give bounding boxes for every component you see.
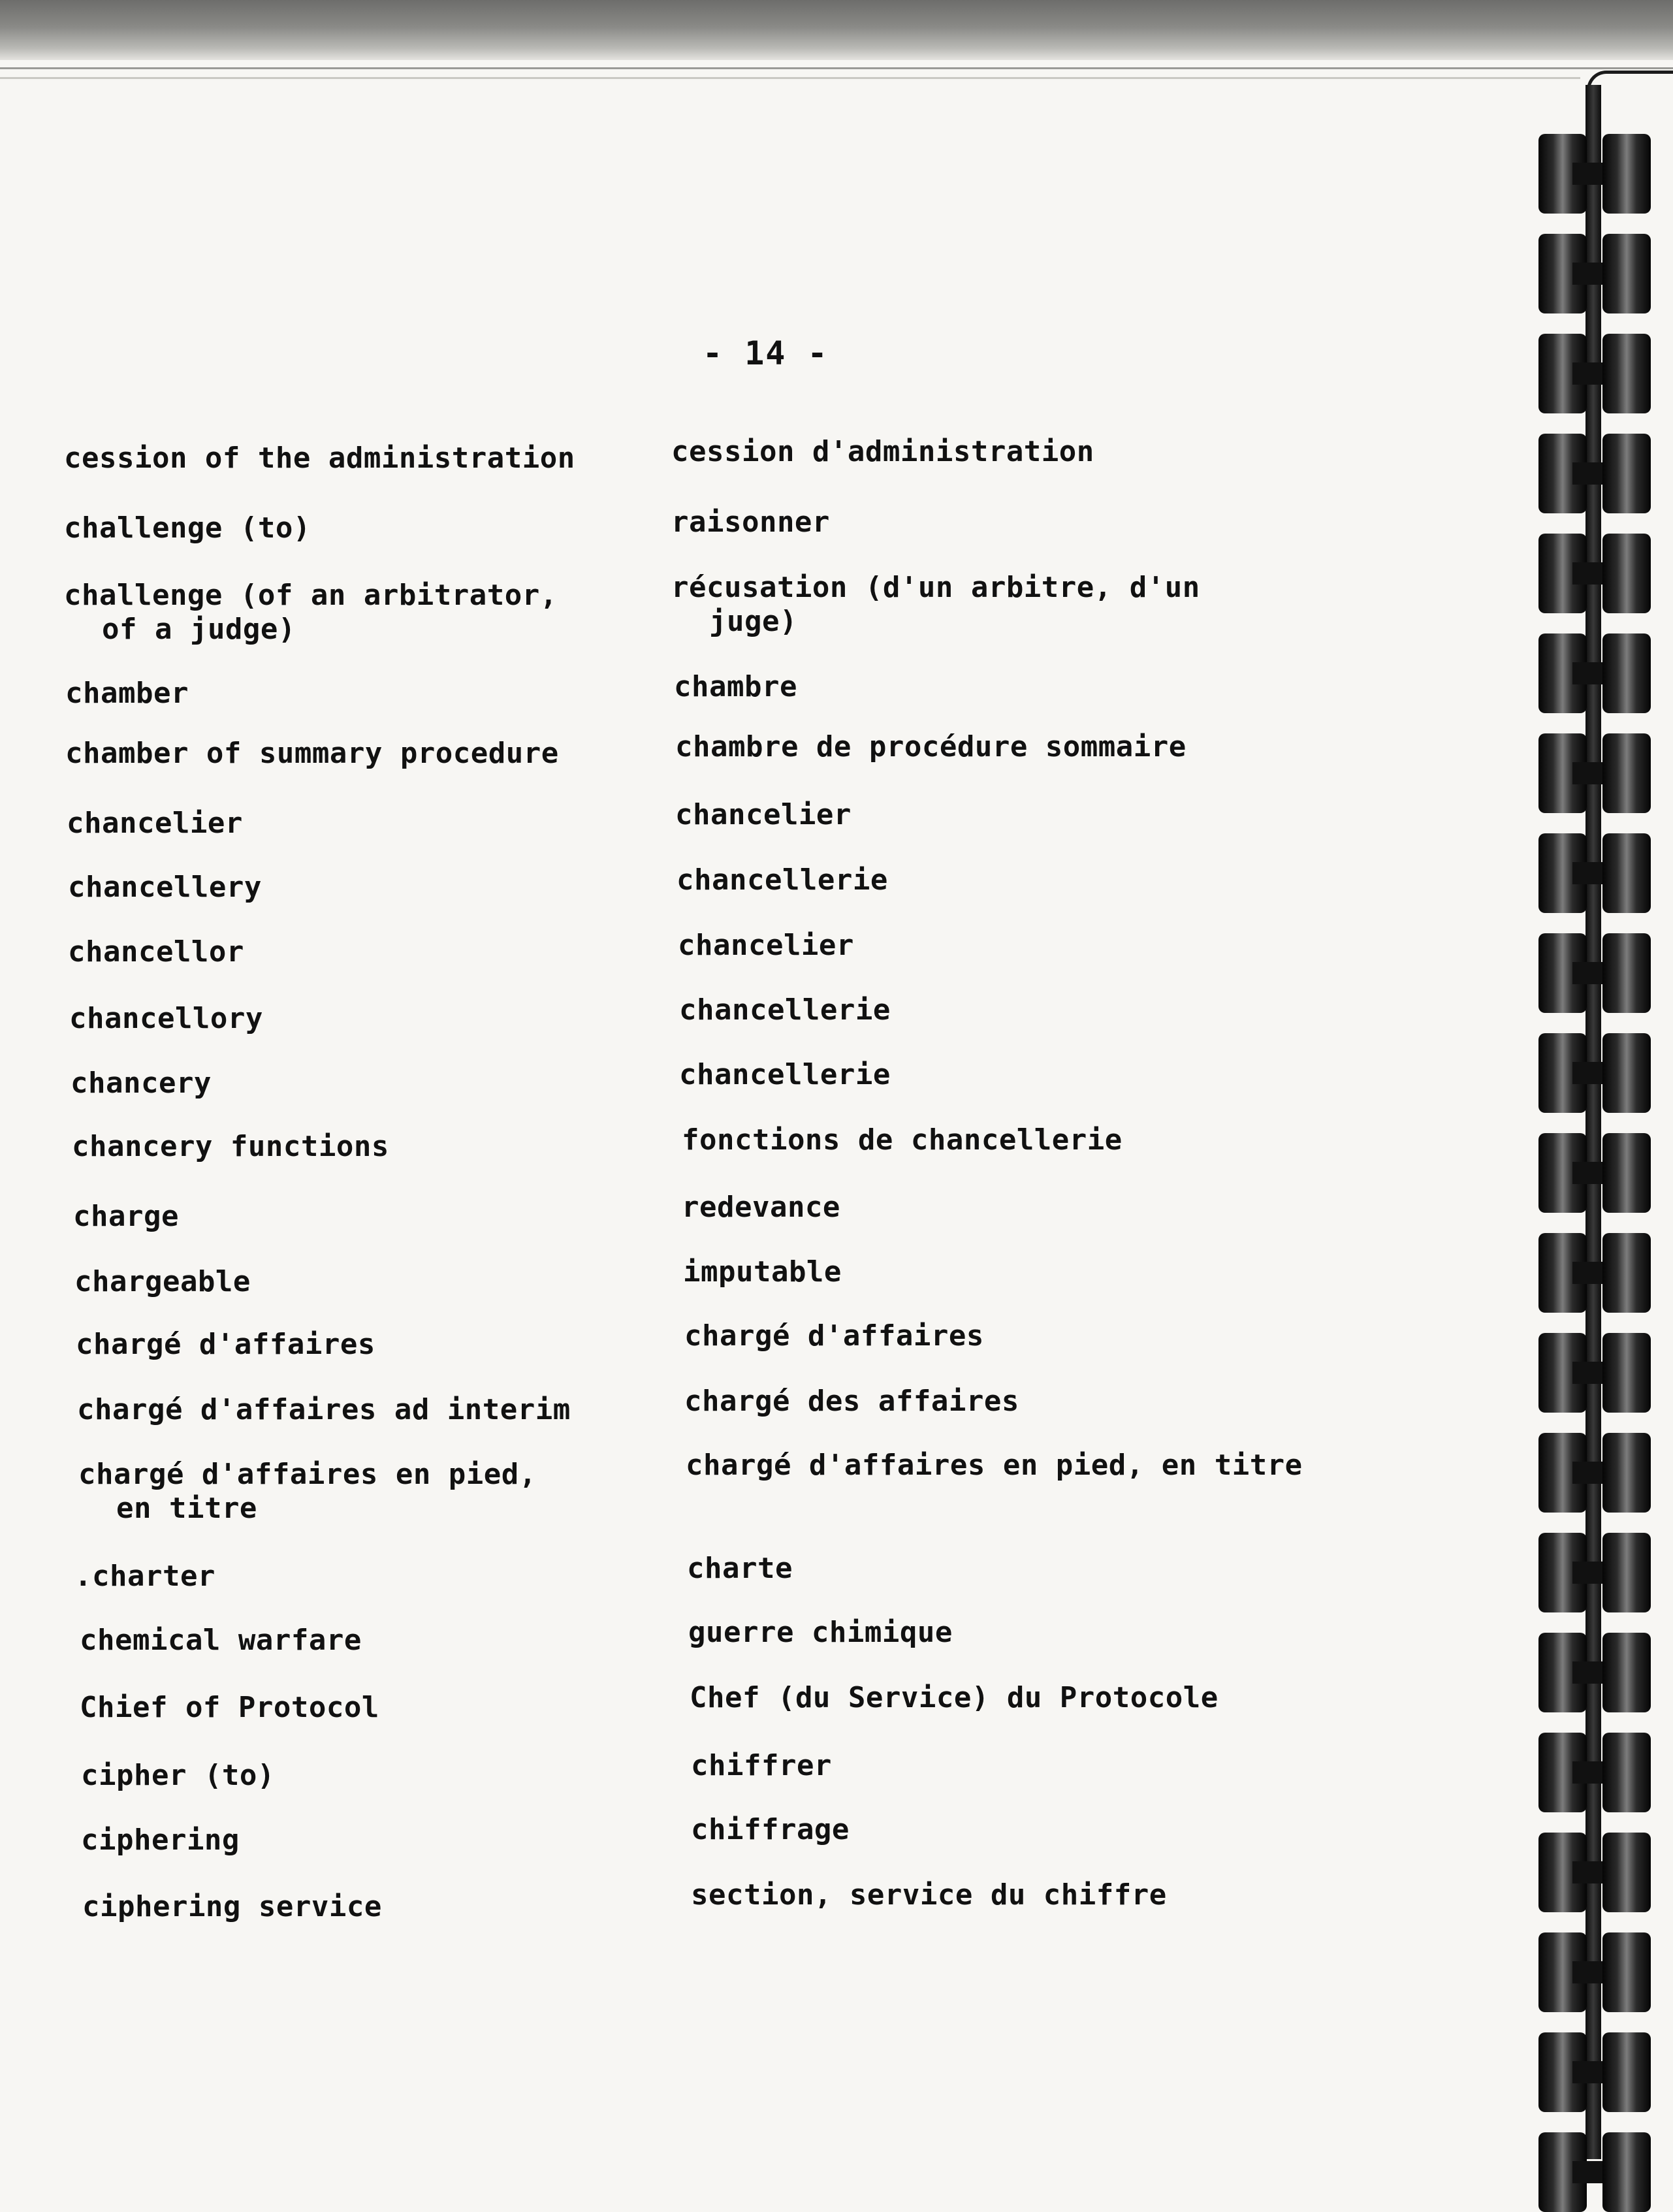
entry-en-chemical-warfare: chemical warfare bbox=[80, 1624, 362, 1657]
spiral-ring bbox=[1538, 633, 1651, 713]
entry-en-chief-protocol: Chief of Protocol bbox=[80, 1691, 379, 1724]
entry-fr-guerre-chimique: guerre chimique bbox=[688, 1616, 953, 1649]
entry-fr-chiffrage: chiffrage bbox=[691, 1813, 850, 1846]
entry-fr-charge-des-affaires: chargé des affaires bbox=[684, 1385, 1019, 1418]
entry-fr-chiffrer: chiffrer bbox=[691, 1749, 832, 1782]
spiral-ring bbox=[1538, 733, 1651, 813]
entry-en-chancellory: chancellory bbox=[69, 1002, 263, 1035]
spiral-ring bbox=[1538, 1133, 1651, 1213]
entry-fr-chambre-sommaire: chambre de procédure sommaire bbox=[675, 730, 1187, 763]
entry-fr-chancelier-2: chancelier bbox=[678, 929, 854, 962]
spiral-ring bbox=[1538, 2132, 1651, 2212]
entry-fr-recusation: récusation (d'un arbitre, d'un juge) bbox=[671, 571, 1200, 638]
entry-en-chancellor: chancellor bbox=[68, 935, 244, 969]
spiral-ring bbox=[1538, 1433, 1651, 1513]
entry-fr-chambre: chambre bbox=[674, 670, 797, 703]
entry-en-challenge-arbitrator: challenge (of an arbitrator, of a judge) bbox=[64, 579, 558, 646]
page-top-edge bbox=[0, 77, 1580, 79]
spiral-ring bbox=[1538, 1033, 1651, 1113]
entry-fr-fonctions: fonctions de chancellerie bbox=[682, 1123, 1123, 1157]
spiral-ring bbox=[1538, 534, 1651, 613]
spiral-ring bbox=[1538, 234, 1651, 313]
entry-fr-raisonner: raisonner bbox=[671, 505, 830, 539]
entry-en-chancery-functions: chancery functions bbox=[72, 1130, 389, 1163]
entry-fr-charte: charte bbox=[687, 1552, 793, 1585]
entry-fr-charge-affaires: chargé d'affaires bbox=[684, 1319, 984, 1353]
spiral-ring bbox=[1538, 134, 1651, 214]
entry-fr-chef-protocole: Chef (du Service) du Protocole bbox=[690, 1681, 1219, 1714]
spiral-ring bbox=[1538, 933, 1651, 1013]
spiral-ring bbox=[1538, 1733, 1651, 1812]
entry-en-chamber-summary: chamber of summary procedure bbox=[65, 737, 559, 770]
spiral-ring bbox=[1538, 1833, 1651, 1912]
spiral-ring bbox=[1538, 1533, 1651, 1612]
entry-fr-cession: cession d'administration bbox=[671, 435, 1094, 468]
entry-fr-chancellerie: chancellerie bbox=[677, 863, 888, 897]
entry-fr-chancellerie-2: chancellerie bbox=[679, 993, 891, 1027]
entry-fr-section-chiffre: section, service du chiffre bbox=[691, 1878, 1167, 1912]
spiral-ring bbox=[1538, 2032, 1651, 2112]
entry-en-charter: .charter bbox=[74, 1560, 215, 1593]
spiral-ring bbox=[1538, 434, 1651, 513]
entry-en-charge-affaires: chargé d'affaires bbox=[76, 1328, 375, 1361]
spiral-ring bbox=[1538, 1633, 1651, 1712]
entry-en-chancelier: chancelier bbox=[67, 807, 243, 840]
entry-en-chancery: chancery bbox=[71, 1066, 212, 1100]
entry-en-charge-ad-interim: chargé d'affaires ad interim bbox=[77, 1393, 571, 1426]
entry-en-chamber: chamber bbox=[65, 677, 189, 710]
spiral-ring bbox=[1538, 1932, 1651, 2012]
entry-en-ciphering: ciphering bbox=[81, 1823, 240, 1857]
entry-en-challenge-to: challenge (to) bbox=[64, 511, 311, 545]
spiral-ring bbox=[1538, 334, 1651, 413]
entry-fr-chancelier: chancelier bbox=[675, 798, 852, 831]
entry-en-chancellery: chancellery bbox=[68, 871, 262, 904]
entry-fr-imputable: imputable bbox=[683, 1255, 842, 1289]
entry-en-cipher-to: cipher (to) bbox=[81, 1759, 275, 1792]
page-number: - 14 - bbox=[703, 334, 829, 372]
entry-fr-charge-en-pied: chargé d'affaires en pied, en titre bbox=[686, 1449, 1303, 1482]
scan-top-edge bbox=[0, 0, 1673, 60]
spiral-ring bbox=[1538, 1233, 1651, 1313]
entry-en-charge-en-pied: chargé d'affaires en pied, en titre bbox=[78, 1458, 537, 1525]
entry-fr-redevance: redevance bbox=[682, 1191, 840, 1224]
entry-en-cession: cession of the administration bbox=[64, 441, 575, 475]
entry-en-charge: charge bbox=[73, 1200, 179, 1233]
entry-en-ciphering-service: ciphering service bbox=[82, 1890, 382, 1923]
entry-en-chargeable: chargeable bbox=[74, 1265, 251, 1298]
entry-fr-chancellerie-3: chancellerie bbox=[679, 1058, 891, 1091]
spiral-ring bbox=[1538, 1333, 1651, 1413]
spiral-ring bbox=[1538, 833, 1651, 913]
